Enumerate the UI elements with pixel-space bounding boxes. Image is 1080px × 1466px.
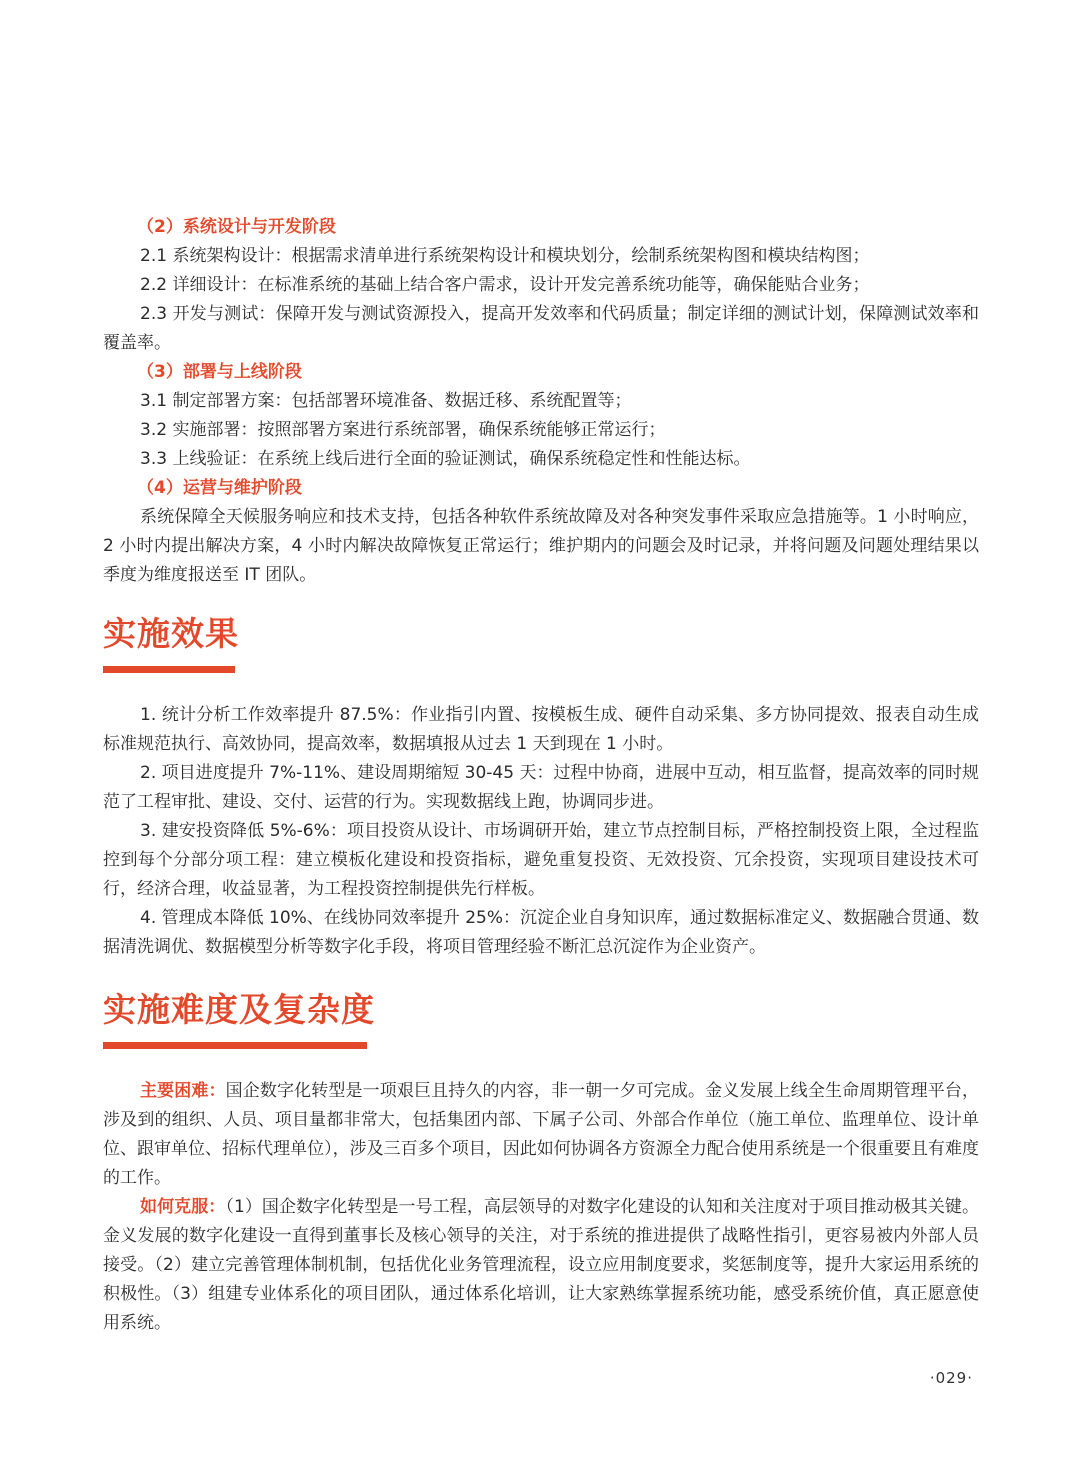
main-difficulty-text: 国企数字化转型是一项艰巨且持久的内容，非一朝一夕可完成。金义发展上线全生命周期管理平台，涉及到的组织、人员、项目量都非常大，包括集团内部、下属子公司、外部合作单位（施工单位、监理单位、设计单位、跟审单位、招标代理单位），涉及三百多个项目，因此如何协调各方资源全力配合使用系统是一个很重要且有难度的工作。	[103, 1081, 979, 1188]
effects-title-underline	[103, 666, 235, 673]
phase2-item-3: 2.3 开发与测试：保障开发与测试资源投入，提高开发效率和代码质量；制定详细的测试计划，保障测试效率和覆盖率。	[103, 304, 979, 353]
phase4-paragraph: 系统保障全天候服务响应和技术支持，包括各种软件系统故障及对各种突发事件采取应急措施等。1 小时响应，2 小时内提出解决方案，4 小时内解决故障恢复正常运行；维护期内的问题会及时记录，并将问题及问题处理结果以季度为维度报送至 IT 团队。	[103, 507, 979, 585]
main-difficulty-label: 主要困难：	[140, 1081, 226, 1101]
page-content	[103, 213, 979, 1338]
difficulty-section	[103, 988, 979, 1338]
phase4-heading: （4）运营与维护阶段	[137, 478, 302, 498]
effects-item-3: 3. 建安投资降低 5%-6%：项目投资从设计、市场调研开始，建立节点控制目标，严格控制投资上限，全过程监控到每个分部分项工程：建立模板化建设和投资指标，避免重复投资、无效投资、冗余投资，实现项目建设技术可行，经济合理，收益显著，为工程投资控制提供先行样板。	[103, 821, 979, 899]
overcome-label: 如何克服：	[140, 1197, 226, 1217]
phase2-item-2: 2.2 详细设计：在标准系统的基础上结合客户需求，设计开发完善系统功能等，确保能贴合业务；	[140, 275, 870, 295]
effects-item-1: 1. 统计分析工作效率提升 87.5%：作业指引内置、按模板生成、硬件自动采集、多方协同提效、报表自动生成标准规范执行、高效协同，提高效率，数据填报从过去 1 天到现在 1 小时。	[103, 705, 979, 754]
page-number: ·029·	[929, 1369, 973, 1387]
effects-item-4: 4. 管理成本降低 10%、在线协同效率提升 25%：沉淀企业自身知识库，通过数据标准定义、数据融合贯通、数据清洗调优、数据模型分析等数字化手段，将项目管理经验不断汇总沉淀作为企业资产。	[103, 908, 979, 957]
effects-section	[103, 612, 979, 962]
difficulty-title: 实施难度及复杂度	[103, 990, 375, 1029]
phase3-item-3: 3.3 上线验证：在系统上线后进行全面的验证测试，确保系统稳定性和性能达标。	[140, 449, 751, 469]
phase3-item-1: 3.1 制定部署方案：包括部署环境准备、数据迁移、系统配置等；	[140, 391, 632, 411]
overcome-text: （1）国企数字化转型是一号工程，高层领导的对数字化建设的认知和关注度对于项目推动极其关键。金义发展的数字化建设一直得到董事长及核心领导的关注，对于系统的推进提供了战略性指引，更容易被内外部人员接受。（2）建立完善管理体制机制，包括优化业务管理流程，设立应用制度要求，奖惩制度等，提升大家运用系统的积极性。（3）组建专业体系化的项目团队，通过体系化培训，让大家熟练掌握系统功能，感受系统价值，真正愿意使用系统。	[103, 1197, 979, 1333]
phase2-heading: （2）系统设计与开发阶段	[137, 217, 336, 237]
difficulty-title-underline	[103, 1042, 367, 1049]
phase3-heading: （3）部署与上线阶段	[137, 362, 302, 382]
phase3-item-2: 3.2 实施部署：按照部署方案进行系统部署，确保系统能够正常运行；	[140, 420, 666, 440]
phase2-item-1: 2.1 系统架构设计：根据需求清单进行系统架构设计和模块划分，绘制系统架构图和模块结构图；	[140, 246, 870, 266]
effects-title: 实施效果	[103, 614, 239, 653]
main-difficulty-paragraph	[103, 1077, 979, 1193]
effects-item-2: 2. 项目进度提升 7%-11%、建设周期缩短 30-45 天：过程中协商，进展中互动，相互监督，提高效率的同时规范了工程审批、建设、交付、运营的行为。实现数据线上跑，协调同步进。	[103, 763, 979, 812]
overcome-paragraph	[103, 1193, 979, 1338]
